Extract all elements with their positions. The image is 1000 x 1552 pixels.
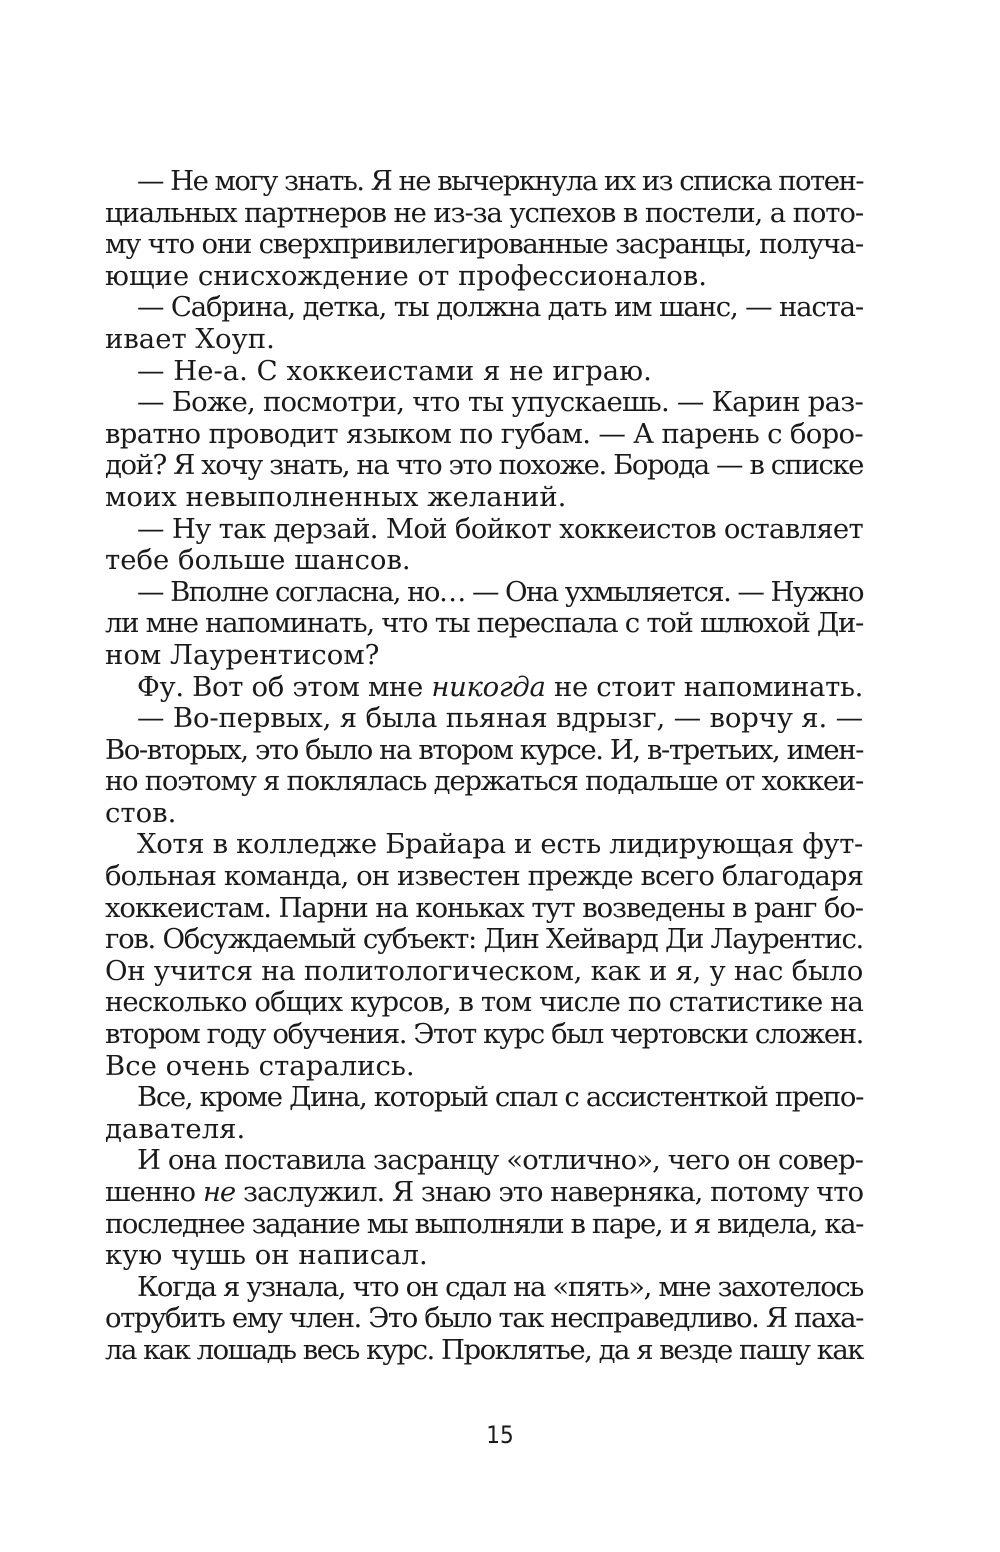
text-line: — Ну так дерзай. Мой бойкот хоккеистов оставляет: [137, 512, 863, 545]
text-line: давателя.: [105, 1112, 246, 1145]
text-line: Когда я узнала, что он сдал на «пять», мне захотелось: [137, 1270, 863, 1303]
text-line: отрубить ему член. Это было так несправедливо. Я паха-: [105, 1302, 863, 1335]
text-line: втором году обучения. Этот курс был чертовски сложен.: [105, 1018, 863, 1051]
text-run: заслужил. Я знаю это наверняка, потому что: [235, 1176, 863, 1208]
text-line: вратно проводит языком по губам. — А парень с боро-: [105, 417, 863, 450]
text-line: ющие снисхождение от профессионалов.: [105, 259, 708, 292]
text-run: шенно: [105, 1176, 203, 1208]
text-line: [105, 1177, 863, 1209]
text-line: больная команда, он известен прежде всего благодаря: [105, 860, 863, 893]
text-line: ла как лошадь весь курс. Проклятье, да я везде пашу как: [105, 1333, 863, 1366]
text-line: — Не могу знать. Я не вычеркнула их из списка потен-: [137, 165, 863, 197]
text-line: Во-вторых, это было на втором курсе. И, в-третьих, имен-: [105, 733, 863, 766]
italic-emphasis: никогда: [431, 670, 546, 703]
text-line: му что они сверхпривилегированные засранцы, получа-: [105, 228, 863, 261]
text-line: Он учится на политологическом, как и я, у нас было: [105, 954, 863, 987]
text-line: но поэтому я поклялась держаться подальше от хоккеи-: [105, 765, 863, 798]
text-line: — Во-первых, я была пьяная вдрызг, — ворчу я. —: [137, 702, 863, 735]
text-line: циальных партнеров не из-за успехов в постели, а пото-: [105, 196, 863, 229]
text-line: [105, 672, 863, 704]
text-run: не стоит напоминать.: [545, 670, 863, 703]
text-line: ли мне напоминать, что ты переспала с той шлюхой Ди-: [105, 607, 863, 640]
text-line: кую чушь он написал.: [105, 1239, 428, 1272]
text-line: тебе больше шансов.: [105, 544, 411, 577]
text-line: И она поставила засранцу «отлично», чего он совер-: [137, 1144, 863, 1177]
italic-emphasis: не: [202, 1176, 236, 1208]
text-line: — Боже, посмотри, что ты упускаешь. — Карин раз-: [137, 386, 863, 419]
text-line: хоккеистам. Парни на коньках тут возведены в ранг бо-: [105, 891, 863, 924]
text-line: стов.: [105, 796, 177, 829]
text-line: гов. Обсуждаемый субъект: Дин Хейвард Ди Лаурентис.: [105, 923, 863, 956]
text-line: — Не-а. С хоккеистами я не играю.: [137, 354, 652, 387]
text-line: Хотя в колледже Брайара и есть лидирующая фут-: [137, 828, 863, 861]
text-run: Фу. Вот об этом мне: [137, 670, 432, 703]
text-line: моих невыполненных желаний.: [105, 480, 567, 513]
text-line: дой? Я хочу знать, на что это похоже. Борода — в списке: [105, 449, 863, 482]
text-line: последнее задание мы выполняли в паре, и я видела, ка-: [105, 1207, 863, 1240]
page-number: 15: [486, 1421, 514, 1449]
text-line: несколько общих курсов, в том числе по статистике на: [105, 986, 863, 1019]
text-line: — Вполне согласна, но… — Она ухмыляется. — Нужно: [137, 575, 863, 608]
text-line: ном Лаурентисом?: [105, 638, 380, 671]
text-line: ивает Хоуп.: [105, 322, 275, 355]
page-body-text: [105, 166, 863, 1367]
text-line: Все очень старались.: [105, 1049, 415, 1082]
text-line: Все, кроме Дина, который спал с ассистенткой препо-: [137, 1081, 863, 1114]
text-line: — Сабрина, детка, ты должна дать им шанс, — наста-: [137, 291, 863, 324]
